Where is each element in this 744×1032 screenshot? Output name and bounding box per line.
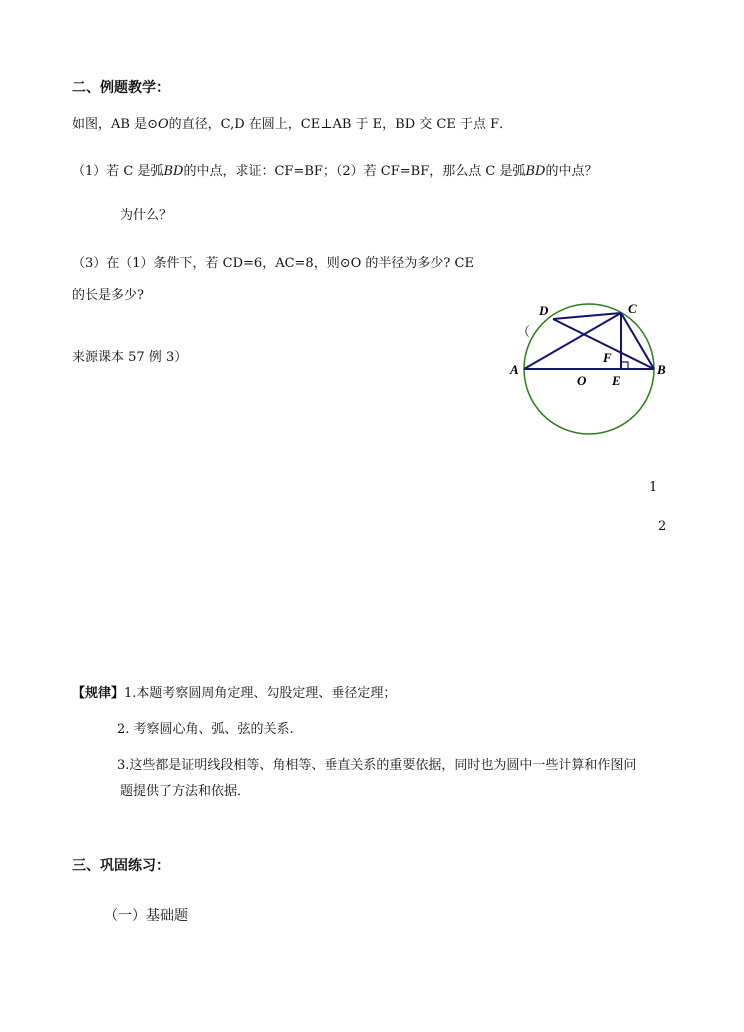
label-b: B [657,362,666,377]
subsection-basic: （一）基础题 [104,908,188,924]
side-number-2: 2 [658,519,667,534]
label-o: O [577,373,587,388]
side-number-1: 1 [649,480,658,495]
section-heading-practice: 三、巩固练习： [72,858,170,874]
label-d: D [539,303,549,318]
label-f: F [603,350,612,365]
problem-question-3-cont: 的长是多少? [72,288,144,303]
rule-line-2: 2. 考察圆心角、弧、弦的关系. [117,722,294,737]
section-heading-examples: 二、例题教学： [72,80,170,96]
right-angle-mark [621,362,628,369]
label-c: C [628,301,637,316]
stray-paren: （ [517,325,531,340]
rule-line-3-cont: 题提供了方法和依据． [120,784,251,799]
label-a: A [510,362,519,377]
problem-why: 为什么？ [120,208,173,223]
problem-source: 来源课本 57 例 3） [72,350,188,365]
problem-question-3: （3）在（1）条件下，若 CD=6，AC=8，则⊙O 的半径为多少? CE [72,256,474,271]
problem-question-1-2: （1）若 C 是弧BD的中点，求证：CF=BF；（2）若 CF=BF，那么点 C 是弧BD的中点？ [72,164,598,179]
rule-line-1: 【规律】1.本题考察圆周角定理、勾股定理、垂径定理； [72,686,397,701]
geometry-figure [505,295,680,440]
problem-intro: 如图，AB 是⊙O的直径，C,D 在圆上，CE⊥AB 于 E，BD 交 CE 于点 F． [72,117,513,132]
label-e: E [612,373,621,388]
rule-line-3: 3.这些都是证明线段相等、角相等、垂直关系的重要依据，同时也为圆中一些计算和作图问 [117,758,637,773]
